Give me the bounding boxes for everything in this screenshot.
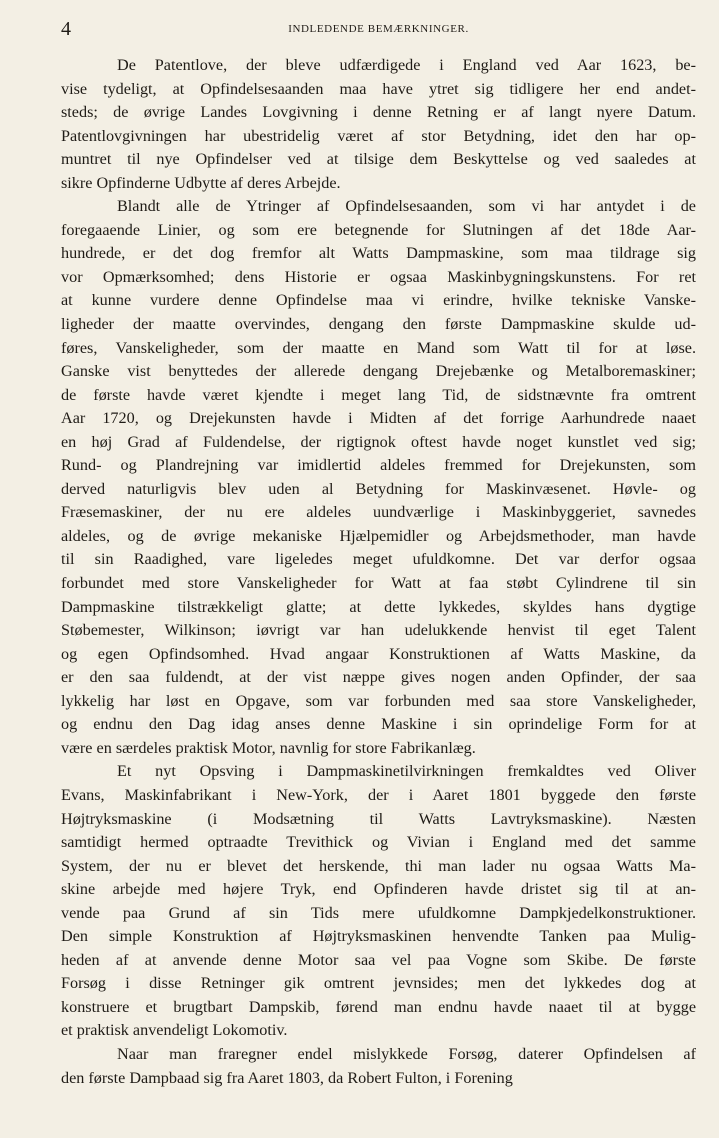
text-line: Forsøg i disse Retninger gik omtrent jevnsides; men det lykkedes dog at [61, 974, 696, 993]
text-line: Naar man fraregner endel mislykkede Forsøg, daterer Opfindelsen af [117, 1044, 696, 1063]
text-line: Støbemester, Wilkinson; iøvrigt var han udelukkende henvist til eget Talent [61, 621, 696, 640]
text-line: Fræsemaskiner, der nu ere aldeles uundværlige i Maskinbyggeriet, savnedes [61, 503, 696, 522]
text-line: et praktisk anvendeligt Lokomotiv. [61, 1021, 288, 1040]
text-line: er den saa fuldendt, at der vist næppe gives nogen anden Opfinder, der saa [61, 668, 696, 687]
text-line: vende paa Grund af sin Tids mere ufuldkomne Dampkjedelkonstruktioner. [61, 903, 696, 922]
text-line: Aar 1720, og Drejekunsten havde i Midten af det forrige Aarhundrede naaet [61, 409, 696, 428]
text-line: Den simple Konstruktion af Højtryksmaskinen henvendte Tanken paa Mulig- [61, 927, 696, 946]
text-line: derved naturligvis blev uden al Betydning for Maskinvæsenet. Høvle- og [61, 479, 696, 498]
text-line: Højtryksmaskine (i Modsætning til Watts Lavtryksmaskine). Næsten [61, 809, 696, 828]
text-line: hundrede, er det dog fremfor alt Watts Dampmaskine, som maa tildrage sig [61, 244, 696, 263]
text-line: lykkelig har løst en Opgave, som var forbunden med saa store Vanskeligheder, [61, 691, 696, 710]
text-line: muntret til nye Opfindelser ved at tilsige dem Beskyttelse og ved saaledes at [61, 150, 696, 169]
paragraph [61, 1043, 696, 1090]
text-line: ligheder der maatte overvindes, dengang den første Dampmaskine skulde ud- [61, 315, 696, 334]
text-line: Rund- og Plandrejning var imidlertid aldeles fremmed for Drejekunsten, som [61, 456, 696, 475]
text-line: og endnu den Dag idag anses denne Maskine i sin oprindelige Form for at [61, 715, 696, 734]
text-line: steds; de øvrige Landes Lovgivning i denne Retning er af langt nyere Datum. [61, 103, 696, 122]
text-line: De Patentlove, der bleve udfærdigede i England ved Aar 1623, be- [117, 56, 696, 74]
running-head: INDLEDENDE BEMÆRKNINGER. [288, 23, 469, 35]
text-line: skine arbejde med højere Tryk, end Opfinderen havde dristet sig til at an- [61, 880, 696, 899]
text-line: System, der nu er blevet det herskende, thi man lader nu ogsaa Watts Ma- [61, 856, 696, 875]
text-line: vor Opmærksomhed; dens Historie er ogsaa Maskinbygningskunstens. For ret [61, 267, 696, 286]
text-line: Patentlovgivningen har ubestridelig været af stor Betydning, idet den har op- [61, 126, 696, 145]
text-line: forbundet med store Vanskeligheder for Watt at faa støbt Cylindrene til sin [61, 574, 696, 593]
text-line: Et nyt Opsving i Dampmaskinetilvirkningen fremkaldtes ved Oliver [117, 762, 696, 781]
text-line: være en særdeles praktisk Motor, navnlig for store Fabrikanlæg. [61, 738, 476, 757]
paragraph [61, 760, 696, 1043]
text-line: vise tydeligt, at Opfindelsesaanden maa have ytret sig tidligere her end andet- [61, 79, 696, 98]
text-line: og egen Opfindsomhed. Hvad angaar Konstruktionen af Watts Maskine, da [61, 644, 696, 663]
text-line: foregaaende Linier, og som ere betegnende for Slutningen af det 18de Aar- [61, 220, 696, 239]
text-line: at kunne vurdere denne Opfindelse maa vi erindre, hvilke tekniske Vanske- [61, 291, 696, 310]
text-line: Blandt alle de Ytringer af Opfindelsesaanden, som vi har antydet i de [117, 197, 696, 216]
text-line: konstruere et brugtbart Dampskib, førend man endnu havde naaet til at bygge [61, 997, 696, 1016]
page-number: 4 [61, 18, 71, 40]
text-line: en høj Grad af Fuldendelse, der rigtignok oftest havde noget kunstlet ved sig; [61, 432, 696, 451]
text-line: den første Dampbaad sig fra Aaret 1803, da Robert Fulton, i Forening [61, 1068, 513, 1087]
text-line: heden af at anvende denne Motor saa vel paa Vogne som Skibe. De første [61, 950, 696, 969]
text-line: aldeles, og de øvrige mekaniske Hjælpemidler og Arbejdsmethoder, man havde [61, 526, 696, 545]
paragraph [61, 195, 696, 760]
text-line: de første havde været kjendte i meget lang Tid, de sidstnævnte fra omtrent [61, 385, 696, 404]
text-line: til sin Raadighed, vare ligeledes meget ufuldkomne. Det var derfor ogsaa [61, 550, 696, 569]
text-line: samtidigt hermed optraadte Trevithick og Vivian i England med det samme [61, 833, 696, 852]
text-line: Evans, Maskinfabrikant i New-York, der i Aaret 1801 byggede den første [61, 785, 696, 804]
page-header [61, 18, 696, 40]
text-line: sikre Opfinderne Udbytte af deres Arbejde. [61, 173, 341, 192]
text-line: Dampmaskine tilstrækkeligt glatte; at dette lykkedes, skyldes hans dygtige [61, 597, 696, 616]
text-line: Ganske vist benyttedes der allerede dengang Drejebænke og Metalboremaskiner; [61, 362, 696, 381]
page-body [61, 54, 696, 1090]
paragraph [61, 54, 696, 195]
text-line: føres, Vanskeligheder, som der maatte en Mand som Watt til for at løse. [61, 338, 696, 357]
